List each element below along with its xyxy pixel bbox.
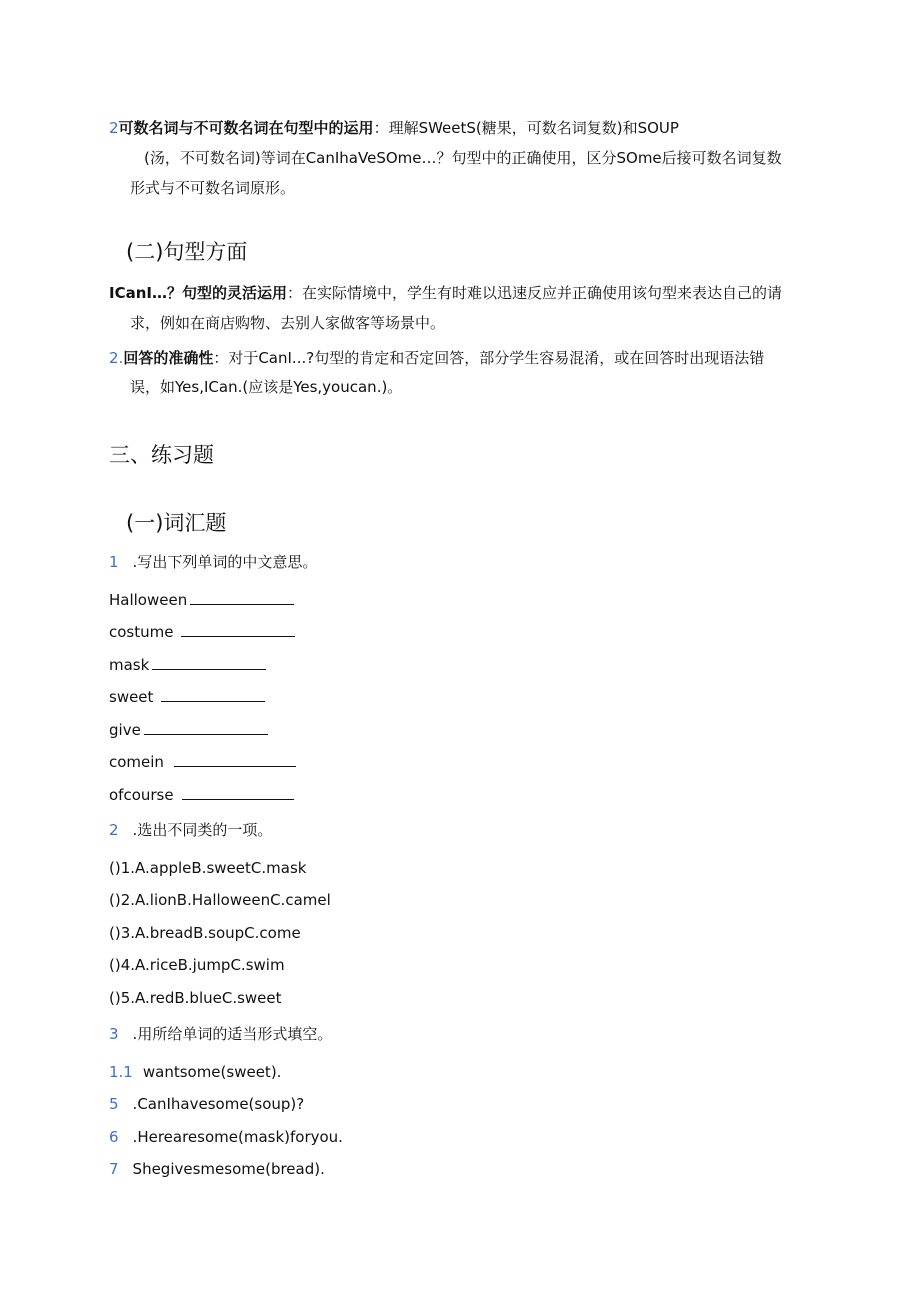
grammar-point-2-line2: (汤，不可数名词)等词在CanIhaVeSOme…？句型中的正确使用，区分SOme后接可数名词复数 bbox=[144, 149, 782, 167]
item-text: .CanIhavesome(soup)? bbox=[132, 1095, 305, 1113]
item-number: 6 bbox=[109, 1128, 119, 1146]
question-2 bbox=[109, 820, 272, 840]
item-number: 2. bbox=[109, 349, 124, 367]
bold-heading: 回答的准确性 bbox=[123, 349, 214, 367]
sentence-item-2-line1 bbox=[109, 348, 764, 368]
word-row bbox=[109, 590, 294, 610]
answer-blank[interactable] bbox=[190, 590, 294, 605]
word-row bbox=[109, 622, 295, 642]
section-heading-exercises: 三、练习题 bbox=[109, 443, 214, 467]
word-label: Halloween bbox=[109, 591, 188, 609]
paragraph-text: ：在实际情境中，学生有时难以迅速反应并正确使用该句型来表达自己的请 bbox=[286, 284, 782, 302]
paragraph-text: ：理解SWeetS(糖果，可数名词复数)和SOUP bbox=[373, 119, 679, 137]
fill-item bbox=[109, 1094, 304, 1114]
fill-item bbox=[109, 1127, 343, 1147]
word-label: sweet bbox=[109, 688, 154, 706]
word-row bbox=[109, 752, 296, 772]
answer-blank[interactable] bbox=[174, 752, 296, 767]
paragraph-text: ：对于CanI...?句型的肯定和否定回答，部分学生容易混淆，或在回答时出现语法错 bbox=[213, 349, 765, 367]
item-number: 2 bbox=[109, 119, 119, 137]
fill-item bbox=[109, 1159, 325, 1179]
question-text: .选出不同类的一项。 bbox=[132, 821, 273, 839]
word-label: mask bbox=[109, 656, 150, 674]
word-row bbox=[109, 687, 265, 707]
question-text: .写出下列单词的中文意思。 bbox=[132, 553, 318, 571]
answer-blank[interactable] bbox=[182, 785, 294, 800]
item-text: wantsome(sweet). bbox=[142, 1063, 282, 1081]
item-number: 1.1 bbox=[109, 1063, 133, 1081]
section-heading-sentence: (二)句型方面 bbox=[126, 240, 248, 264]
answer-blank[interactable] bbox=[161, 687, 265, 702]
item-number: 5 bbox=[109, 1095, 119, 1113]
question-number: 2 bbox=[109, 821, 119, 839]
word-label: ofcourse bbox=[109, 786, 174, 804]
sentence-item-1-line1 bbox=[109, 283, 782, 303]
choice-item: ()2.A.lionB.HalloweenC.camel bbox=[109, 891, 331, 909]
question-1 bbox=[109, 552, 317, 572]
word-label: give bbox=[109, 721, 141, 739]
word-row bbox=[109, 720, 268, 740]
question-number: 3 bbox=[109, 1025, 119, 1043]
choice-item: ()3.A.breadB.soupC.come bbox=[109, 924, 301, 942]
item-text: Shegivesmesome(bread). bbox=[132, 1160, 325, 1178]
bold-heading: 可数名词与不可数名词在句型中的运用 bbox=[118, 119, 374, 137]
answer-blank[interactable] bbox=[152, 655, 266, 670]
question-3 bbox=[109, 1024, 332, 1044]
grammar-point-2-line1 bbox=[109, 118, 679, 138]
section-heading-vocab: (一)词汇题 bbox=[126, 511, 227, 535]
word-label: comein bbox=[109, 753, 164, 771]
question-number: 1 bbox=[109, 553, 119, 571]
answer-blank[interactable] bbox=[181, 622, 295, 637]
word-row bbox=[109, 785, 294, 805]
fill-item bbox=[109, 1062, 281, 1082]
sentence-item-1-line2: 求，例如在商店购物、去别人家做客等场景中。 bbox=[130, 314, 446, 332]
item-text: .Herearesome(mask)foryou. bbox=[132, 1128, 343, 1146]
word-row bbox=[109, 655, 266, 675]
sentence-item-2-line2: 误，如Yes,ICan.(应该是Yes,youcan.)。 bbox=[130, 378, 403, 396]
choice-item: ()1.A.appleB.sweetC.mask bbox=[109, 859, 307, 877]
choice-item: ()5.A.redB.blueC.sweet bbox=[109, 989, 282, 1007]
grammar-point-2-line3: 形式与不可数名词原形。 bbox=[130, 179, 296, 197]
choice-item: ()4.A.riceB.jumpC.swim bbox=[109, 956, 285, 974]
item-number: 7 bbox=[109, 1160, 119, 1178]
question-text: .用所给单词的适当形式填空。 bbox=[132, 1025, 333, 1043]
bold-heading: ICanI…？句型的灵活运用 bbox=[109, 284, 287, 302]
word-label: costume bbox=[109, 623, 174, 641]
answer-blank[interactable] bbox=[144, 720, 268, 735]
